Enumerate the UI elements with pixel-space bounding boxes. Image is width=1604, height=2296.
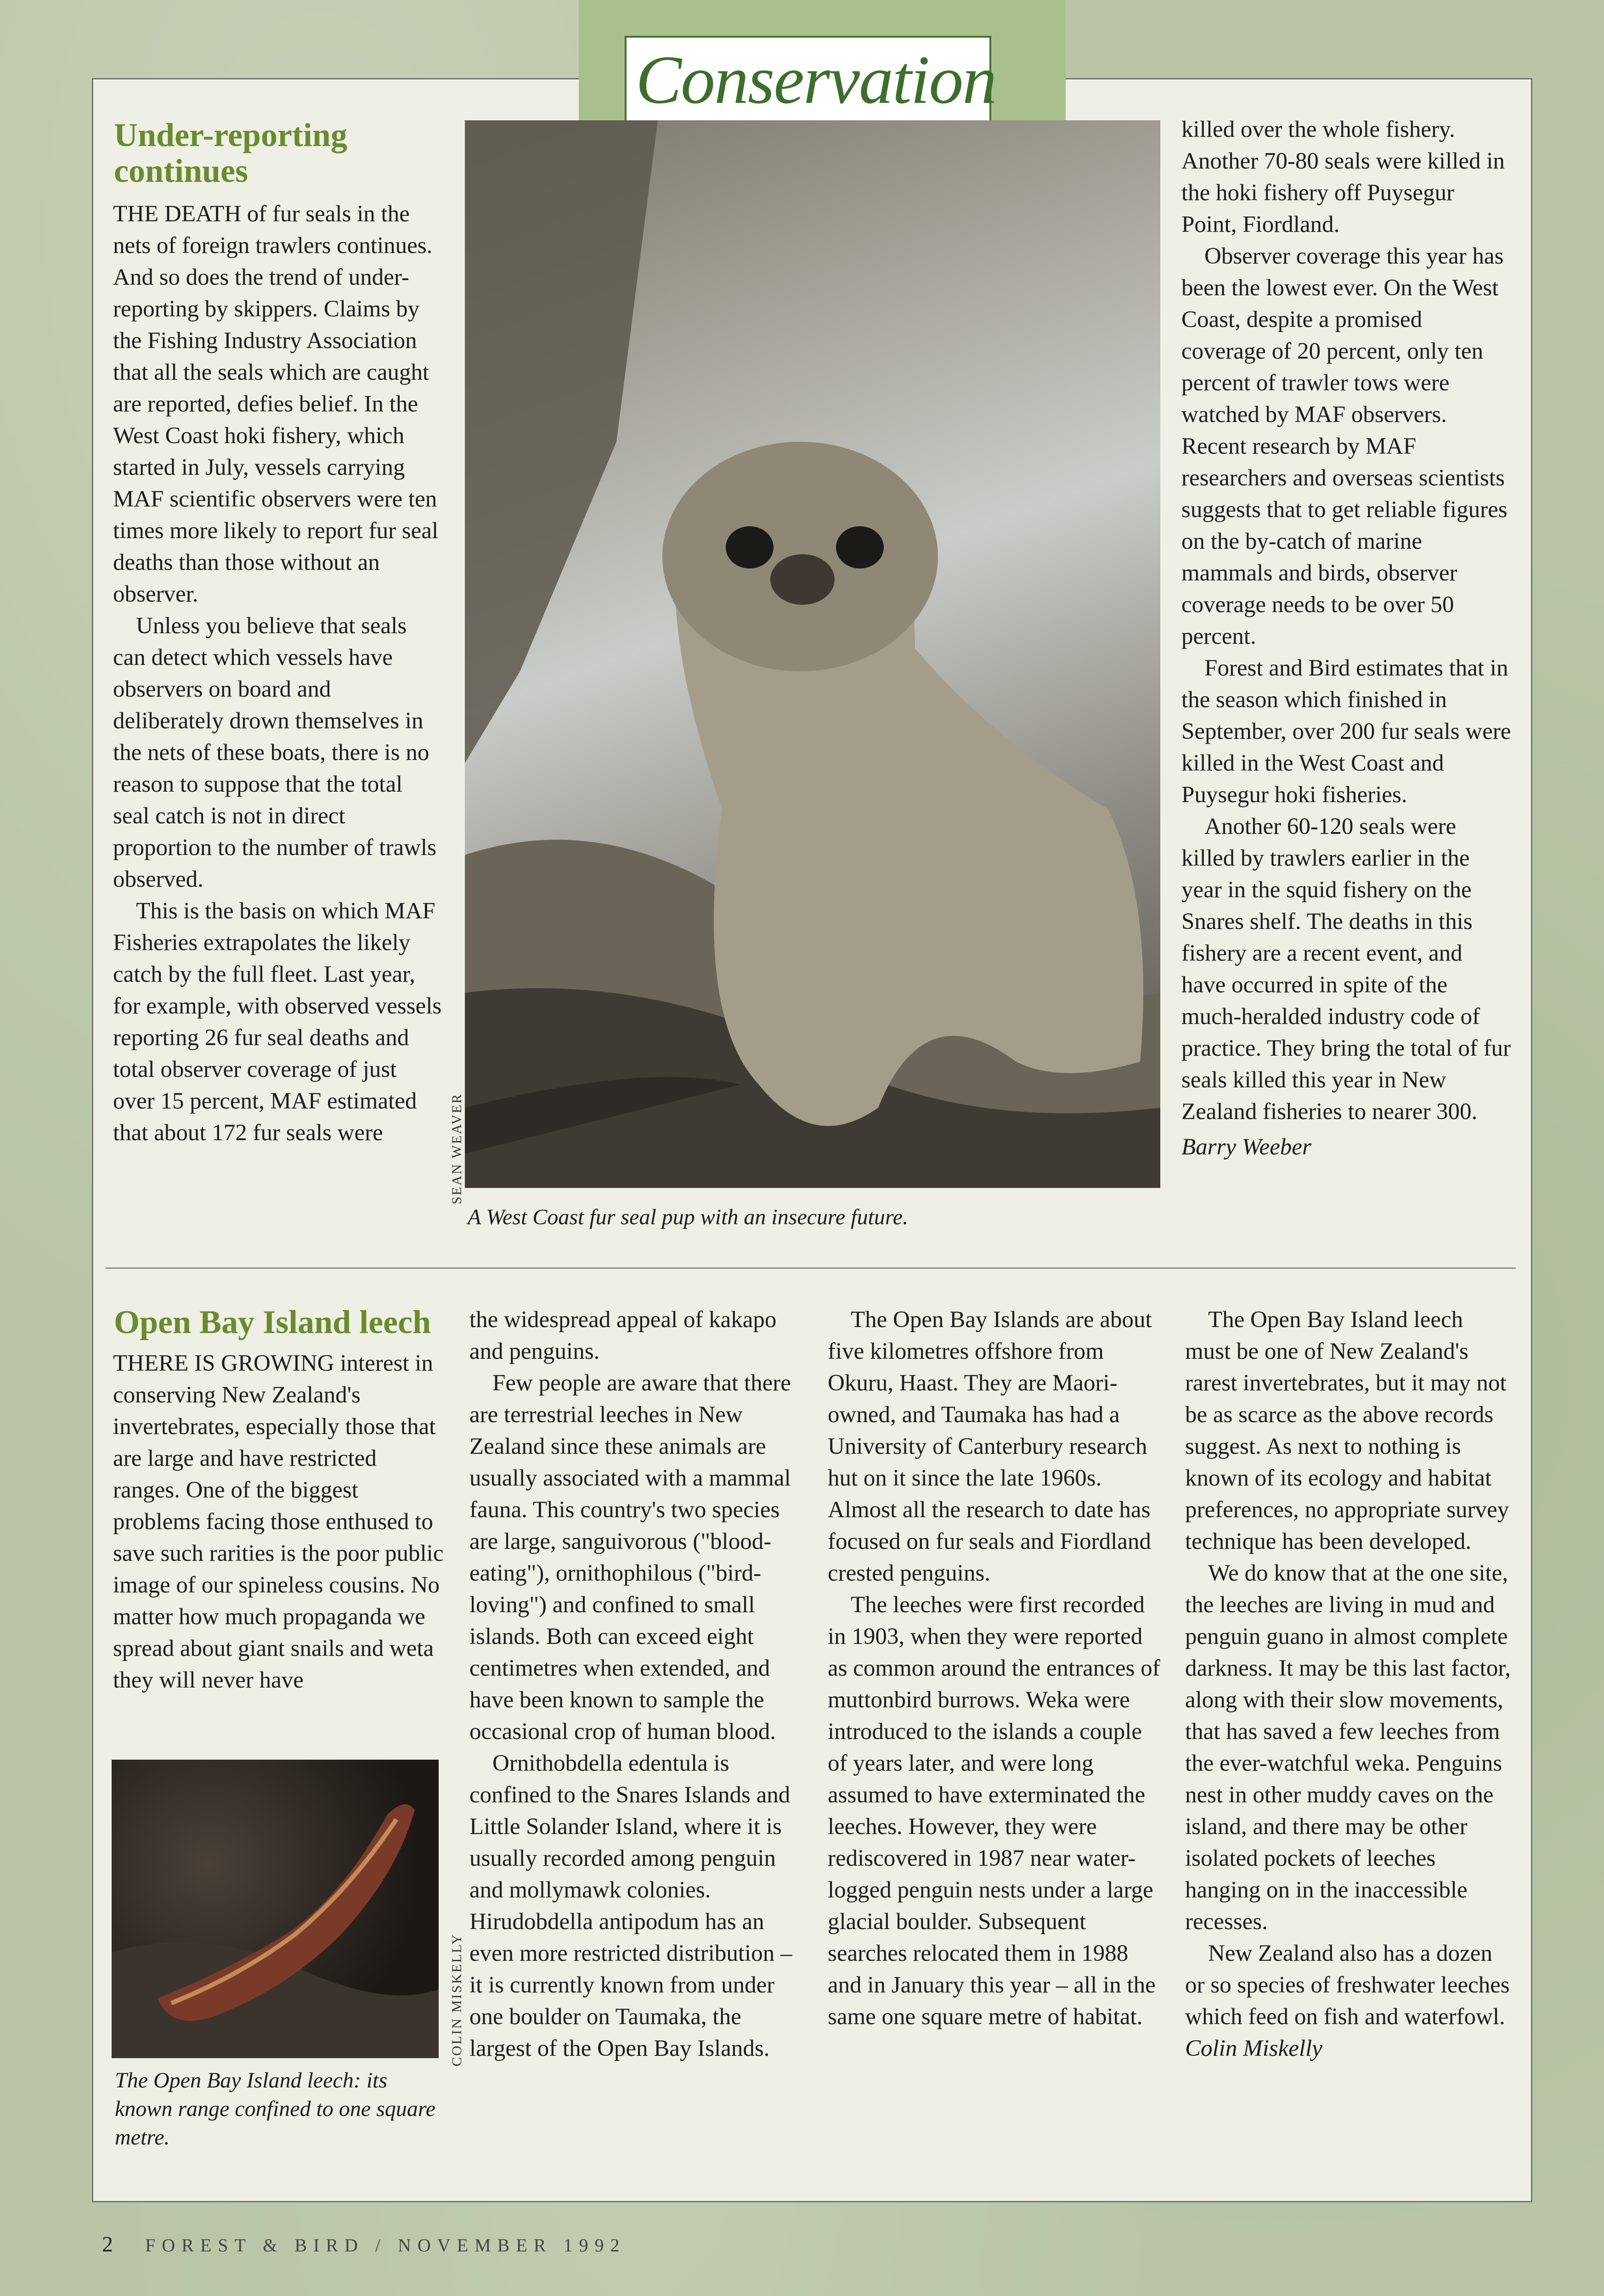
section-divider: [106, 1267, 1516, 1269]
article1-col1-p3: This is the basis on which MAF Fisheries extrapolates the likely catch by the full fleet. Last year, for example, with observed vessels reporting 26 fur seal deaths and total observer coverage of just over 15 percent, MAF estimated that about 172 fur seals were: [113, 898, 442, 1146]
seal-photo-caption: A West Coast fur seal pup with an insecure future.: [468, 1205, 909, 1229]
article1-lead: THE DEATH: [113, 201, 242, 227]
article2-col2-p1: the widespread appeal of kakapo and penguins.: [469, 1307, 777, 1364]
article1-col2-p2: Observer coverage this year has been the lowest ever. On the West Coast, despite a promised coverage of 20 percent, only ten percent of trawler tows were watched by MAF observers. Recent research by MAF researchers and overseas scientists suggests that to get reliable figures on the by-catch of marine mammals and birds, observer coverage needs to be over 50 percent.: [1181, 243, 1508, 649]
article2-lead: THERE IS GROWING: [113, 1351, 334, 1376]
article1-col1-p2: Unless you believe that seals can detect which vessels have observers on board and deliberately drown themselves in the nets of these boats, there is no reason to suppose that the total seal catch is not in direct proportion to the number of trawls observed.: [113, 613, 436, 892]
logo-line1: Conservation: [636, 42, 996, 118]
page-footer: [102, 2232, 626, 2257]
article2-col1-p1: interest in conserving New Zealand's invertebrates, especially those that are large and have restricted ranges. One of the biggest problems facing those enthused to save such rarities is the poor public image of our spineless cousins. No matter how much propaganda we spread about giant snails and weta they will never have: [113, 1351, 444, 1693]
article2-heading: Open Bay Island leech: [114, 1304, 431, 1340]
seal-photo-credit: SEAN WEAVER: [449, 1093, 464, 1204]
article2-signature: Colin Miskelly: [1185, 2036, 1322, 2061]
article2-column1: [113, 1348, 446, 1696]
article1-column2: [1181, 114, 1512, 1163]
article2-col4-p2: We do know that at the one site, the leeches are living in mud and penguin guano in almost complete darkness. It may be this last factor, along with their slow movements, that has saved a few leeches from the ever-watchful weka. Penguins nest in other muddy caves on the island, and there may be other isolated pockets of leeches hanging on in the inaccessible recesses.: [1185, 1560, 1511, 1935]
article1-heading: Under-reporting continues: [114, 117, 347, 189]
article1-col2-p4: Another 60-120 seals were killed by trawlers earlier in the year in the squid fishery on the Snares shelf. The deaths in this fishery are a recent event, and have occurred in spite of the much-heralded industry code of practice. They bring the total of fur seals killed this year in New Zealand fisheries to nearer 300.: [1181, 814, 1511, 1125]
article2-col3-p1: The Open Bay Islands are about five kilometres offshore from Okuru, Haast. They are Maori-owned, and Taumaka has had a University of Canterbury research hut on it since the late 1960s. Almost all the research to date has focused on fur seals and Fiordland crested penguins.: [828, 1307, 1152, 1586]
article1-col2-p1: killed over the whole fishery. Another 70-80 seals were killed in the hoki fishery off Puysegur Point, Fiordland.: [1181, 117, 1505, 237]
leech-photo-credit: COLIN MISKELLY: [449, 1933, 464, 2066]
article2-col4-p3: New Zealand also has a dozen or so species of freshwater leeches which feed on fish and waterfowl.: [1185, 1941, 1510, 2030]
leech-photo-caption: The Open Bay Island leech: its known range confined to one square metre.: [115, 2068, 436, 2150]
article2-column3: [828, 1304, 1163, 2033]
article2-column2: [469, 1304, 805, 2065]
article2-col2-p2: Few people are aware that there are terrestrial leeches in New Zealand since these animals are usually associated with a mammal fauna. This country's two species are large, sanguivorous ("blood-eating"), ornithophilous ("bird-loving") and confined to small islands. Both can exceed eight centimetres when extended, and have been known to sample the occasional crop of human blood.: [469, 1370, 791, 1745]
publication-line: FOREST & BIRD / NOVEMBER 1992: [145, 2235, 626, 2256]
leech-photo: [112, 1760, 439, 2058]
fur-seal-illustration: [465, 120, 1160, 1188]
fur-seal-photo: [465, 120, 1160, 1188]
article2-col4-p1: The Open Bay Island leech must be one of New Zealand's rarest invertebrates, but it may not be as scarce as the above records suggest. As next to nothing is known of its ecology and habitat preferences, no appropriate survey technique has been developed.: [1185, 1307, 1509, 1554]
page-number: 2: [102, 2232, 113, 2257]
article1-col2-p3: Forest and Bird estimates that in the season which finished in September, over 200 fur seals were killed in the West Coast and Puysegur hoki fisheries.: [1181, 655, 1511, 808]
article2-column4: [1185, 1304, 1514, 2065]
article2-col3-p2: The leeches were first recorded in 1903, when they were reported as common around the entrances of muttonbird burrows. Weka were introduced to the islands a couple of years later, and were long assumed to have exterminated the leeches. However, they were rediscovered in 1987 near water-logged penguin nests under a large glacial boulder. Subsequent searches relocated them in 1988 and in January this year – all in the same one square metre of habitat.: [828, 1592, 1160, 2030]
leech-illustration: [112, 1760, 439, 2058]
article1-signature: Barry Weeber: [1181, 1134, 1311, 1160]
article2-col2-p3: Ornithobdella edentula is confined to the Snares Islands and Little Solander Island, where it is usually recorded among penguin and mollymawk colonies. Hirudobdella antipodum has an even more restricted distribution – it is currently known from under one boulder on Taumaka, the largest of the Open Bay Islands.: [469, 1750, 792, 2061]
article1-col1-p1: of fur seals in the nets of foreign trawlers continues. And so does the trend of under-reporting by skippers. Claims by the Fishing Industry Association that all the seals which are caught are reported, defies belief. In the West Coast hoki fishery, which started in July, vessels carrying MAF scientific observers were ten times more likely to report fur seal deaths than those without an observer.: [113, 201, 439, 607]
article1-column1: [113, 198, 444, 1149]
